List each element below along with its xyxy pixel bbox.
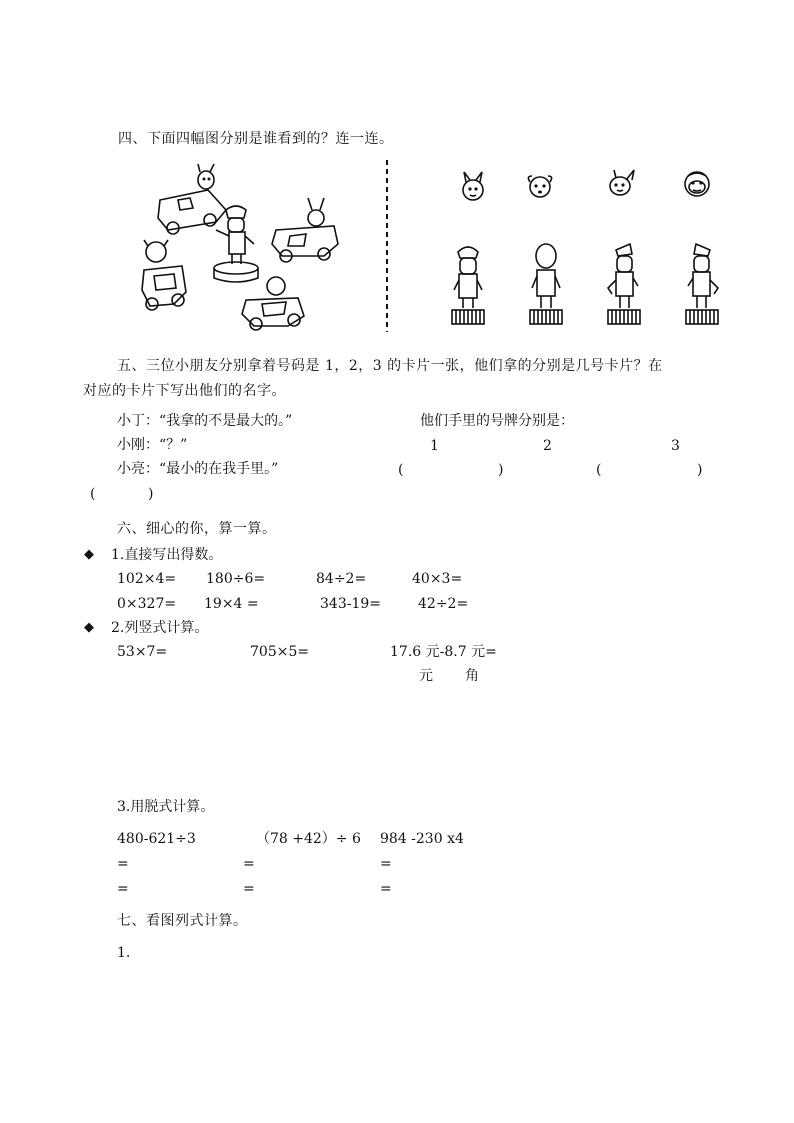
section5-title-line2: 对应的卡片下写出他们的名字。 <box>83 383 286 399</box>
section5-title-line1: 五、三位小朋友分别拿着号码是 1，2，3 的卡片一张，他们拿的分别是几号卡片？在 <box>117 358 663 374</box>
equals-sign: = <box>380 856 392 872</box>
answer-blank-2-close: ) <box>697 462 703 478</box>
answer-blank-2-open[interactable]: ( <box>596 462 602 478</box>
squirrel-head-icon <box>458 170 488 204</box>
answer-blank-3-close: ) <box>148 486 154 502</box>
back-view-figure-icon <box>526 240 566 330</box>
section7-item1: 1. <box>117 945 131 961</box>
calc-1-1: 102×4= <box>117 571 177 587</box>
section7-title: 七、看图列式计算。 <box>117 913 248 929</box>
monkey-head-icon <box>680 168 714 200</box>
puppy-car-icon <box>142 240 186 310</box>
dashed-divider <box>384 160 390 332</box>
diamond-bullet-icon: ◆ <box>84 547 94 562</box>
answer-blank-3-open[interactable]: ( <box>90 486 96 502</box>
rabbit-car-icon <box>272 198 338 262</box>
vertical-calc-1: 53×7= <box>117 644 168 660</box>
calc-1-2: 180÷6= <box>206 571 266 587</box>
cards-label: 他们手里的号牌分别是： <box>420 413 574 429</box>
section6-title: 六、细心的你，算一算。 <box>117 521 277 537</box>
calc-1-4: 40×3= <box>412 571 463 587</box>
calc-1-3: 84÷2= <box>316 571 367 587</box>
front-view-figure-icon <box>448 240 488 330</box>
left-view-figure-icon <box>604 240 644 330</box>
part2-title: 2.列竖式计算。 <box>111 620 209 636</box>
monkey-car-icon <box>242 277 304 330</box>
squirrel-car-icon <box>158 164 226 234</box>
xiaoding-quote: 小丁：“我拿的不是最大的。” <box>117 413 293 429</box>
xiaogang-quote: 小刚：“？” <box>117 437 188 453</box>
equals-sign: = <box>117 856 129 872</box>
card-number-1: 1 <box>430 438 439 454</box>
part1-title: 1.直接写出得数。 <box>111 547 223 563</box>
rabbit-head-icon <box>604 166 638 198</box>
card-number-3: 3 <box>671 438 680 454</box>
equals-sign: = <box>243 881 255 897</box>
calc-2-1: 0×327= <box>117 596 177 612</box>
calc-2-3: 343-19= <box>320 596 381 612</box>
xiaoliang-quote: 小亮：“最小的在我手里。” <box>117 461 279 477</box>
unit-yuan: 元 <box>419 668 433 684</box>
diamond-bullet-icon: ◆ <box>84 620 94 635</box>
toy-scene-illustration <box>138 160 348 335</box>
unit-jiao: 角 <box>465 668 479 684</box>
vertical-calc-2: 705×5= <box>250 644 310 660</box>
card-number-2: 2 <box>543 438 552 454</box>
part3-title: 3.用脱式计算。 <box>117 799 215 815</box>
stepwise-expr-2: （78 +42）÷ 6 <box>256 831 361 847</box>
equals-sign: = <box>117 881 129 897</box>
stepwise-expr-1: 480-621÷3 <box>117 831 196 847</box>
calc-2-2: 19×4 = <box>204 596 259 612</box>
puppy-head-icon <box>524 170 556 202</box>
vertical-calc-3: 17.6 元-8.7 元= <box>390 644 497 660</box>
section4-title: 四、下面四幅图分别是谁看到的？连一连。 <box>118 131 394 147</box>
right-view-figure-icon <box>682 240 722 330</box>
answer-blank-1-close: ) <box>498 462 504 478</box>
equals-sign: = <box>243 856 255 872</box>
equals-sign: = <box>380 881 392 897</box>
stepwise-expr-3: 984 -230 x4 <box>380 831 464 847</box>
calc-2-4: 42÷2= <box>418 596 469 612</box>
answer-blank-1-open[interactable]: ( <box>398 462 404 478</box>
